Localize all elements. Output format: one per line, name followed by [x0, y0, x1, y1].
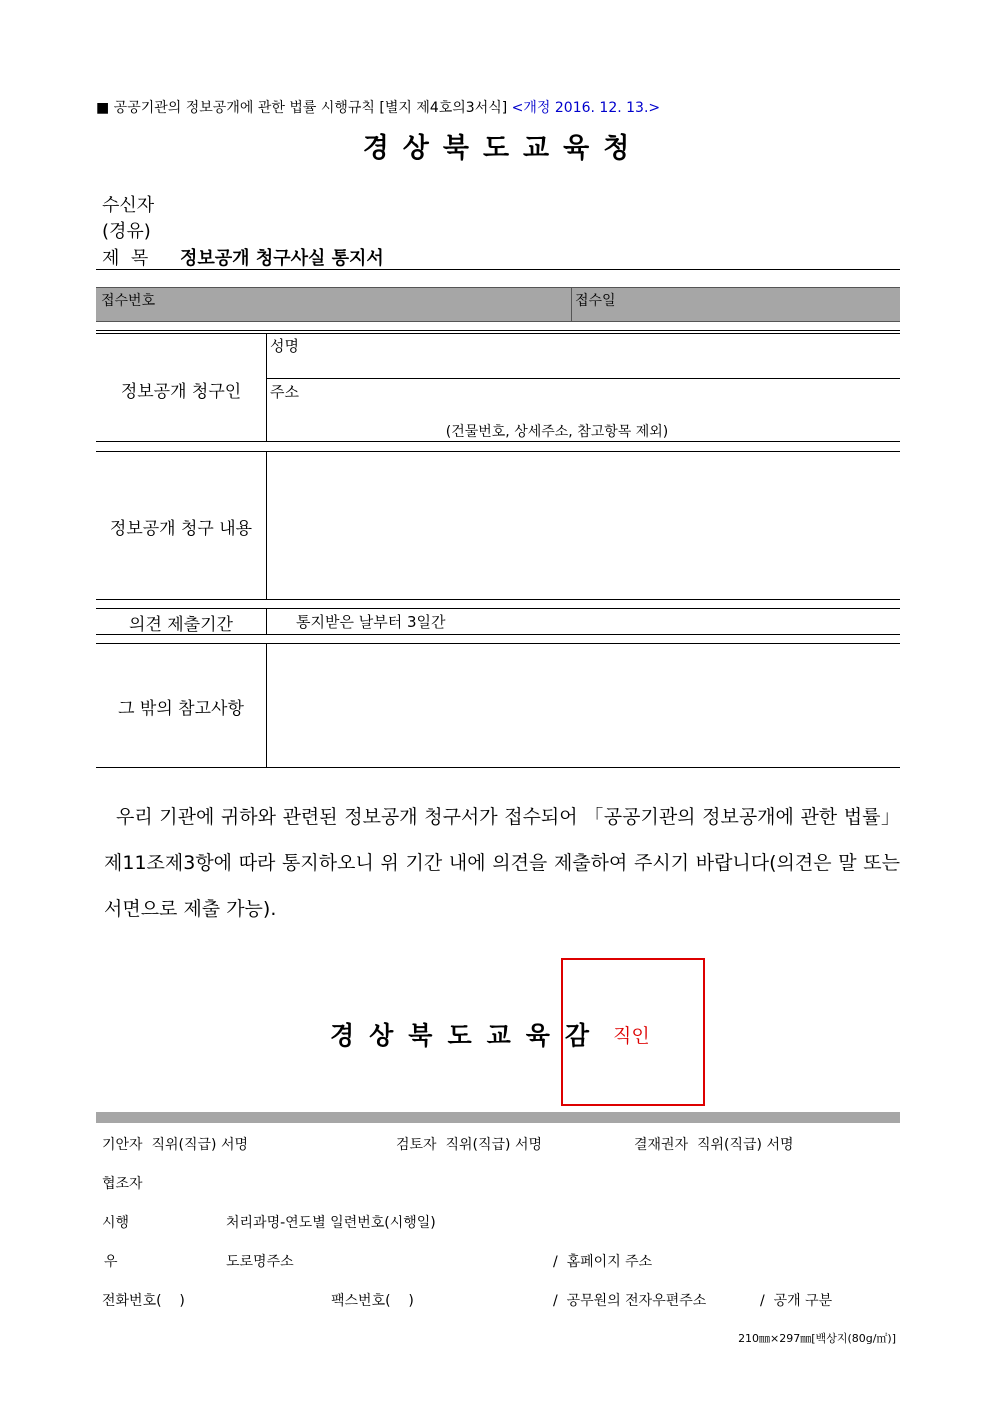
- line: [96, 333, 900, 334]
- requester-label: 정보공개 청구인: [120, 382, 242, 402]
- homepage: / 홈페이지 주소: [553, 1254, 653, 1270]
- cooperator: 협조자: [102, 1176, 143, 1192]
- requester-mid-line: [266, 378, 900, 379]
- issuer-name: 경상북도교육감: [330, 1021, 605, 1050]
- email: / 공무원의 전자우편주소: [553, 1293, 707, 1309]
- disclosure: / 공개 구분: [760, 1293, 833, 1309]
- receipt-date-label: 접수일: [575, 293, 616, 309]
- receipt-number-label: 접수번호: [101, 293, 156, 309]
- fax: 팩스번호( ): [331, 1293, 414, 1309]
- recipient-label: 수신자: [102, 195, 155, 216]
- line: [266, 451, 267, 599]
- notice-body: 우리 기관에 귀하와 관련된 정보공개 청구서가 접수되어 「공공기관의 정보공개에 관한 법률」 제11조제3항에 따라 통지하오니 위 기간 내에 의견을 제출하여 주시기 바랍니다(의견은 말 또는 서면으로 제출 가능).: [104, 806, 900, 920]
- form-reference: [96, 97, 660, 117]
- enforce-label: 시행: [102, 1215, 130, 1231]
- via-label: (경유): [102, 221, 151, 242]
- subject-label: 제 목: [102, 248, 149, 269]
- receipt-divider: [571, 288, 572, 321]
- line: [96, 608, 900, 609]
- address-label: 주소: [270, 383, 299, 401]
- postal-value: 도로명주소: [226, 1254, 294, 1270]
- opinion-period-value: 통지받은 날부터 3일간: [296, 613, 446, 631]
- line: [96, 634, 900, 635]
- line: [96, 643, 900, 644]
- line: [266, 608, 267, 634]
- revision-note: <개정 2016. 12. 13.>: [511, 100, 661, 116]
- line: [96, 767, 900, 768]
- approver: 결재권자 직위(직급) 서명: [634, 1137, 794, 1153]
- other-notes-label: 그 밖의 참고사항: [118, 699, 244, 719]
- drafter: 기안자 직위(직급) 서명: [102, 1137, 248, 1153]
- receipt-row: [96, 287, 900, 322]
- org-title: 경상북도교육청: [362, 133, 644, 164]
- form-ref-text: ■ 공공기관의 정보공개에 관한 법률 시행규칙 [별지 제4호의3서식]: [96, 100, 508, 116]
- reviewer: 검토자 직위(직급) 서명: [396, 1137, 542, 1153]
- line: [96, 441, 900, 442]
- request-content-label: 정보공개 청구 내용: [109, 519, 253, 539]
- subject-value: 정보공개 청구사실 통지서: [180, 248, 384, 269]
- paper-spec: 210㎜×297㎜[백상지(80g/㎡)]: [738, 1332, 896, 1345]
- line: [96, 330, 900, 331]
- postal-label: 우: [104, 1254, 118, 1270]
- line: [96, 599, 900, 600]
- name-label: 성명: [270, 337, 299, 355]
- address-note: (건물번호, 상세주소, 참고항목 제외): [445, 424, 669, 440]
- opinion-period-label: 의견 제출기간: [129, 615, 233, 635]
- enforce-value: 처리과명-연도별 일련번호(시행일): [226, 1215, 436, 1231]
- seal-label: 직인: [613, 1025, 650, 1047]
- line: [266, 643, 267, 767]
- phone: 전화번호( ): [102, 1293, 185, 1309]
- footer-bar: [96, 1112, 900, 1123]
- line: [96, 451, 900, 452]
- subject-divider: [96, 269, 900, 270]
